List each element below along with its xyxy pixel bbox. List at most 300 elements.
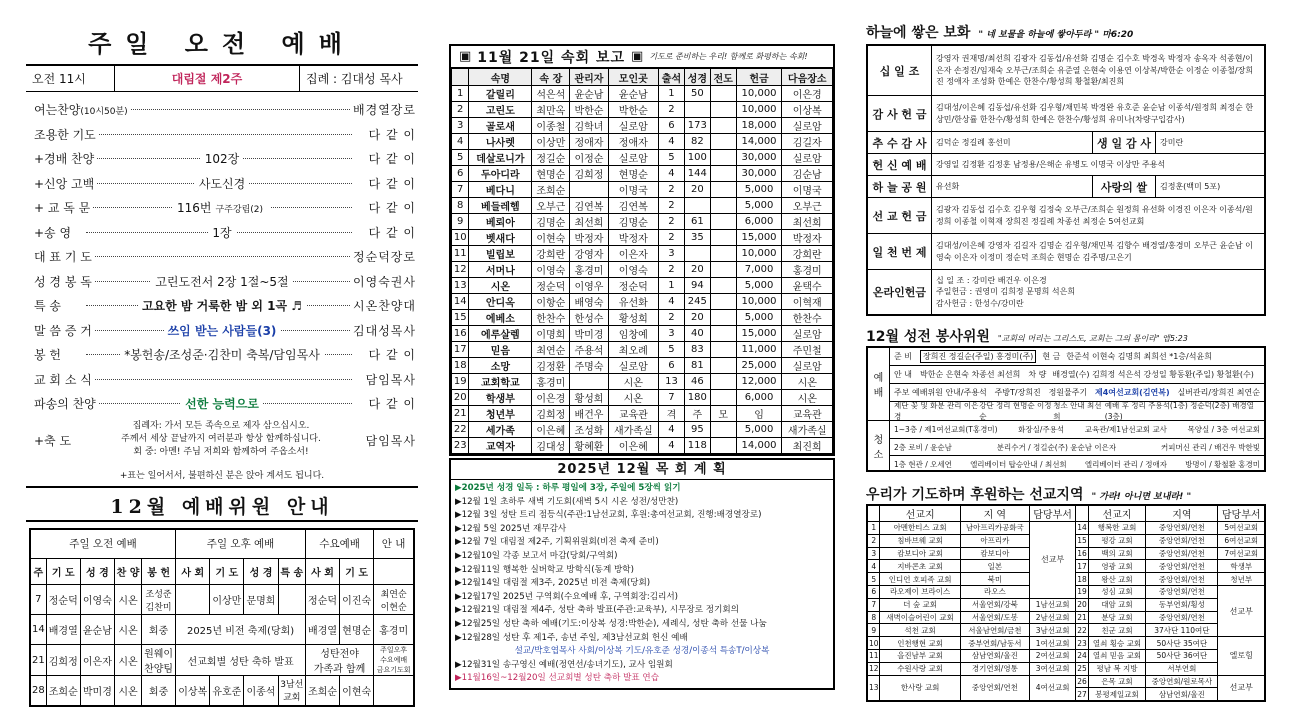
meeting-cell <box>710 294 736 310</box>
duty-group-header: 안 내 <box>374 529 414 559</box>
meeting-cell: 이은경 <box>532 390 570 406</box>
meeting-header-cell <box>452 69 469 86</box>
meeting-cell: 245 <box>684 294 710 310</box>
plan-item: ▶12월 7일 대림절 제2주, 기획위원회(비전 축제 준비) <box>455 537 659 548</box>
order-label: +경배 찬양 <box>34 152 95 166</box>
order-person: 다 같 이 <box>368 176 416 191</box>
volunteer-verse: "교회의 머리는 그리스도, 교회는 그의 몸이라" 엡5:23 <box>997 334 1188 343</box>
meeting-cell <box>710 86 736 102</box>
meeting-cell: 1 <box>452 86 469 102</box>
mission-cell: 15 <box>1077 536 1087 546</box>
mission-cell: 중앙연회/연천 <box>1146 547 1218 560</box>
meeting-cell: 윤순남 <box>608 86 658 102</box>
meeting-cell: 11,000 <box>736 342 782 358</box>
order-person: 다 같 이 <box>368 397 416 411</box>
mission-dept: 엘로힘 <box>1218 637 1265 675</box>
meeting-cell: 83 <box>684 342 710 358</box>
meeting-cell: 2 <box>659 214 685 230</box>
meeting-cell: 교육관 <box>782 406 833 422</box>
meeting-cell: 김학녀 <box>570 118 608 134</box>
mission-cell: 새벽이슬어린이 교회 <box>880 611 960 624</box>
meeting-header-cell: 모인곳 <box>608 69 658 86</box>
meeting-cell: 2 <box>659 102 685 118</box>
mission-cell: 한사랑 교회 <box>880 675 960 701</box>
mission-cell: 19 <box>1077 587 1087 597</box>
mission-header-cell: 담당부서 <box>1029 505 1075 522</box>
standing-note: +표는 일어서서, 불편하신 분은 앉아 계셔도 됩니다. <box>119 470 325 481</box>
mission-cell: 18 <box>1077 574 1087 584</box>
mission-row <box>867 637 1265 650</box>
meeting-cell <box>710 118 736 134</box>
meeting-cell: 6 <box>452 166 469 182</box>
meeting-row <box>452 294 833 310</box>
order-label: 특 송 <box>34 299 61 313</box>
duty-cell: 회중 <box>142 676 176 706</box>
mission-header-cell <box>867 505 880 522</box>
mission-cell: 영광 교회 <box>1088 560 1146 573</box>
meeting-cell: 이명국 <box>608 182 658 198</box>
meeting-cell: 20 <box>684 262 710 278</box>
duty-cell: 김희정 <box>46 645 80 676</box>
meeting-cell: 두아디라 <box>469 166 532 182</box>
plan-item: ▶12월17일 2025년 구역회(수요예배 후, 구역회장:김리서) <box>455 591 679 602</box>
order-content-sub: 구주강림(2) <box>211 205 267 215</box>
order-person: 김대성목사 <box>353 323 416 338</box>
duty-cell: 이상만 <box>210 585 244 615</box>
mission-cell: 17 <box>1077 561 1087 571</box>
duty-cell: 이진숙 <box>340 585 374 615</box>
order-person: 다 같 이 <box>368 348 416 362</box>
meeting-cell: 조성화 <box>570 422 608 438</box>
meeting-header-cell: 전도 <box>710 69 736 86</box>
order-content <box>26 150 418 167</box>
meeting-cell: 실로암 <box>782 326 833 342</box>
mission-cell: 12 <box>868 664 879 674</box>
offering-label: 추 수 감 사 <box>868 132 932 153</box>
service-theme: 대림절 제2주 <box>114 66 300 91</box>
mission-cell: 16 <box>1077 548 1087 558</box>
order-content-text: 116번 구주강림(2) <box>173 201 271 215</box>
mission-cell: 동부연회/횡성 <box>1146 598 1218 611</box>
offering-names: 김광자 김동섭 김수호 김우형 김정숙 오부근/조희순 원정희 유선화 이경진 이은자 이종석/원정희 이종철 이혁재 장희진 정길례 차종선 최정순 5여선교회 <box>936 205 1253 226</box>
offering-names: 강영일 김정환 김정훈 남정용/은해순 유병도 이명국 이상만 주용석 <box>936 159 1166 169</box>
mission-cell: 북미 <box>960 573 1029 586</box>
meeting-cell: 배영숙 <box>570 294 608 310</box>
meeting-cell: 실로암 <box>608 118 658 134</box>
treasure-title: 하늘에 쌓은 보화 <box>866 25 971 41</box>
meeting-cell: 2 <box>659 182 685 198</box>
mission-cell: 라오스 <box>960 585 1029 598</box>
duty-cell <box>278 585 305 615</box>
meeting-cell: 이영숙 <box>532 262 570 278</box>
duty-cell: 최연순 이현순 <box>374 585 414 615</box>
meeting-cell: 새가족실 <box>782 422 833 438</box>
offering-panel <box>866 0 1268 711</box>
mission-cell: 중부연회/남동서 <box>960 637 1029 650</box>
meeting-cell: 19 <box>452 374 469 390</box>
duty-col-header: 성 경 <box>80 559 114 585</box>
mission-cell: 성심 교회 <box>1088 585 1146 598</box>
meeting-row <box>452 150 833 166</box>
meeting-cell: 주 <box>684 406 710 422</box>
meeting-cell: 배건우 <box>570 406 608 422</box>
order-content-text: 선한 능력으로 <box>181 397 263 411</box>
order-content-text: 1장 <box>208 226 235 240</box>
mission-cell: 지바콘초 교회 <box>880 560 960 573</box>
mission-header-cell: 지 역 <box>960 505 1029 522</box>
mission-cell: 중앙연회/원로목사 <box>1146 675 1218 688</box>
offering-label: 십 일 조 <box>868 46 932 95</box>
order-content <box>26 199 418 216</box>
mission-cell: 캄보디아 <box>960 547 1029 560</box>
meeting-cell <box>710 278 736 294</box>
plan-item: ▶12월10일 각종 보고서 마감(당회/구역회) <box>455 550 618 561</box>
meeting-cell: 6 <box>659 118 685 134</box>
meeting-row <box>452 166 833 182</box>
meeting-cell <box>710 214 736 230</box>
duty-cell-span: 선교회별 성탄 축하 발표 <box>176 645 306 676</box>
meeting-cell: 황성희 <box>570 390 608 406</box>
offering-row <box>868 46 1264 96</box>
meeting-cell: 3 <box>452 118 469 134</box>
mission-cell: 21 <box>1077 612 1087 622</box>
mission-cell: 봉평제일교회 <box>1088 688 1146 701</box>
meeting-cell: 173 <box>684 118 710 134</box>
meeting-cell: 20 <box>452 390 469 406</box>
meeting-row <box>452 198 833 214</box>
mission-cell: 9 <box>867 624 880 637</box>
offering-label: 하 늘 공 원 <box>868 176 932 197</box>
service-leader: 집례 : 김대성 목사 <box>306 72 403 86</box>
meeting-cell: 95 <box>684 422 710 438</box>
order-person: 배경열장로 <box>353 103 416 117</box>
duty-col-header: 사 회 <box>176 559 210 585</box>
meeting-cell: 81 <box>684 358 710 374</box>
mission-cell: 인천행현 교회 <box>880 637 960 650</box>
offering-names: 김정훈(백미 5포) <box>1160 182 1221 191</box>
mission-cell: 27 <box>1076 688 1088 701</box>
meeting-cell: 15,000 <box>736 230 782 246</box>
meeting-cell: 주명숙 <box>570 358 608 374</box>
meeting-cell: 5 <box>659 342 685 358</box>
plan-title: 2025년 12월 목 회 계 획 <box>451 460 833 480</box>
meeting-cell: 30,000 <box>736 166 782 182</box>
meeting-cell: 임 <box>736 406 782 422</box>
meeting-cell: 실로암 <box>782 150 833 166</box>
meeting-cell <box>710 102 736 118</box>
meeting-cell: 1 <box>659 278 685 294</box>
order-label: 말 씀 증 거 <box>34 323 92 338</box>
order-person: 다 같 이 <box>368 225 416 240</box>
order-person: 이영숙권사 <box>353 274 416 289</box>
duty-cell: 이은자 <box>80 645 114 676</box>
mission-cell: 중앙연회/연천 <box>1146 534 1218 547</box>
mission-cell: 중앙연회/연천 <box>1146 573 1218 586</box>
mission-cell: 백의 교회 <box>1088 547 1146 560</box>
offering-names: 십 일 조 : 강미란 배건우 이은경 주일헌금 : 권영미 김희정 문명희 석은희 감사헌금 : 한성수/강미란 <box>936 275 1076 308</box>
duty-col-header: 기 도 <box>46 559 80 585</box>
mission-cell: 열쇠 믿음 교회 <box>1088 649 1146 662</box>
meeting-cell: 홍경미 <box>782 262 833 278</box>
meeting-cell: 김명순 <box>532 214 570 230</box>
mission-motto: " 가라! 아니면 보내라! " <box>1091 492 1192 502</box>
meeting-cell: 석은석 <box>532 86 570 102</box>
meeting-cell <box>570 374 608 390</box>
report-panel <box>449 0 835 711</box>
meeting-cell: 황혜환 <box>570 438 608 454</box>
order-label: 교 회 소 식 <box>34 372 92 387</box>
duty-cell: 유호준 <box>210 676 244 706</box>
meeting-row <box>452 358 833 374</box>
mission-cell: 8 <box>867 611 880 624</box>
offering-label: 온라인헌금 <box>868 270 932 314</box>
meeting-header-cell: 다음장소 <box>782 69 833 86</box>
sunday-title: 주일 오전 예배 <box>88 29 356 58</box>
meeting-cell: 김순남 <box>782 166 833 182</box>
meeting-cell: 이정순 <box>570 150 608 166</box>
meeting-cell: 박정자 <box>608 230 658 246</box>
meeting-cell: 14,000 <box>736 438 782 454</box>
mission-cell: 서울남연회/금천 <box>960 624 1029 637</box>
duty-cell: 이상복 <box>176 676 210 706</box>
duty-row <box>30 676 414 706</box>
mission-row <box>867 522 1265 535</box>
meeting-cell: 4 <box>659 294 685 310</box>
meeting-cell: 6,000 <box>736 390 782 406</box>
meeting-cell: 12,000 <box>736 374 782 390</box>
duty-cell <box>176 585 210 615</box>
duty-cell-span: 2025년 비전 축제(당회) <box>176 615 306 645</box>
meeting-cell <box>710 310 736 326</box>
meeting-cell: 8 <box>452 198 469 214</box>
meeting-cell: 118 <box>684 438 710 454</box>
plan-item: ▶12월28일 성탄 후 제1주, 송년 주일, 제3남선교회 헌신 예배 <box>455 632 688 643</box>
meeting-cell: 유선화 <box>608 294 658 310</box>
mission-header-cell: 선교지 <box>880 505 960 522</box>
mission-cell: 6 <box>867 585 880 598</box>
meeting-cell: 믿음 <box>469 342 532 358</box>
meeting-cell: 한찬수 <box>782 310 833 326</box>
meeting-cell: 13 <box>659 374 685 390</box>
meeting-cell <box>570 182 608 198</box>
meeting-cell: 김정환 <box>532 358 570 374</box>
meeting-header-cell: 관리자 <box>570 69 608 86</box>
mission-dept: 5여선교회 <box>1218 522 1265 535</box>
meeting-cell <box>710 390 736 406</box>
meeting-cell <box>710 150 736 166</box>
mission-dept: 3남선교회 <box>1029 624 1075 637</box>
mission-title: 우리가 기도하며 후원하는 선교지역 <box>866 487 1084 503</box>
meeting-cell: 최선희 <box>570 214 608 230</box>
order-item <box>26 391 418 416</box>
meeting-cell: 오부근 <box>532 198 570 214</box>
mission-cell: 14 <box>1077 523 1087 533</box>
meeting-row <box>452 278 833 294</box>
order-content <box>26 175 418 192</box>
mission-dept: 선교부 <box>1218 675 1265 701</box>
meeting-cell: 에베소 <box>469 310 532 326</box>
meeting-cell: 5,000 <box>736 310 782 326</box>
meeting-cell: 22 <box>452 422 469 438</box>
mission-cell: 평남 복 지방 <box>1088 662 1146 675</box>
meeting-cell: 10,000 <box>736 246 782 262</box>
meeting-cell: 시온 <box>608 390 658 406</box>
order-label: 여는찬양(10시50분) <box>34 103 128 117</box>
meeting-row <box>452 406 833 422</box>
meeting-row <box>452 262 833 278</box>
meeting-cell: 새가족실 <box>608 422 658 438</box>
duty-col-header: 사 회 <box>305 559 339 585</box>
meeting-cell: 13 <box>452 278 469 294</box>
mission-cell: 13 <box>867 675 880 701</box>
plan-item: ▶2025년 성경 일독 : 하루 평일에 3장, 주일에 5장씩 읽기 <box>455 483 681 493</box>
meeting-cell: 정순덕 <box>532 278 570 294</box>
meeting-cell: 이은경 <box>782 86 833 102</box>
duty-group-header: 주일 오전 예배 <box>30 529 176 559</box>
mission-cell: 라오제이 브라이스 <box>880 585 960 598</box>
meeting-cell: 20 <box>684 310 710 326</box>
meeting-cell: 최만옥 <box>532 102 570 118</box>
duty-group-header: 주일 오후 예배 <box>176 529 306 559</box>
mission-cell: 26 <box>1077 676 1087 686</box>
mission-cell: 서울연회/강북 <box>960 598 1029 611</box>
meeting-cell: 정애자 <box>608 134 658 150</box>
duty-col-header: 봉 헌 <box>142 559 176 585</box>
plan-item: ▶12월14일 대림절 제3주, 2025년 비전 축제(당회) <box>455 578 651 589</box>
offering-label: 생 일 감 사 <box>1092 132 1156 153</box>
duty-col-header: 특 송 <box>278 559 305 585</box>
meeting-cell: 21 <box>452 406 469 422</box>
order-item <box>26 146 418 171</box>
meeting-cell: 강희란 <box>782 246 833 262</box>
plan-item: ▶11월16일~12월20일 선교회별 성탄 축하 발표 연습 <box>455 673 660 684</box>
meeting-row <box>452 438 833 454</box>
plan-item: ▶12월 5일 2025년 재무감사 <box>455 523 567 534</box>
offering-row <box>868 176 1264 198</box>
order-label: +신앙 고백 <box>34 176 95 191</box>
meeting-cell: 16 <box>452 326 469 342</box>
meeting-report-box <box>449 44 835 456</box>
meeting-cell: 베다니 <box>469 182 532 198</box>
meeting-cell: 10,000 <box>736 102 782 118</box>
mission-cell: 행복한 교회 <box>1088 522 1146 535</box>
duty-cell: 배경열 <box>305 615 339 645</box>
mission-cell: 7 <box>867 598 880 611</box>
plan-item: ▶12월11일 행복한 실버학교 방학식(동계 방학) <box>455 564 634 575</box>
meeting-cell: 교육관 <box>608 406 658 422</box>
order-content-text: 고요한 밤 거룩한 밤 외 1곡 ♬ <box>138 299 306 313</box>
meeting-cell <box>710 182 736 198</box>
meeting-cell: 20 <box>684 182 710 198</box>
mission-row <box>867 611 1265 624</box>
duty-row <box>30 615 414 645</box>
mission-cell: 삼남연회/울진 <box>1146 688 1218 701</box>
meeting-cell: 빌립보 <box>469 246 532 262</box>
mission-dept: 2남선교회 <box>1029 611 1075 624</box>
mission-dept: 2여선교회 <box>1029 649 1075 662</box>
mission-cell: 50사단 36여단 <box>1146 649 1218 662</box>
meeting-cell: 5,000 <box>736 278 782 294</box>
duty-cell: 28 <box>30 676 46 706</box>
order-label: 파송의 찬양 <box>34 397 96 411</box>
meeting-cell: 김연복 <box>608 198 658 214</box>
offering-names: 강영자 권재명/최선희 김광자 김동섭/유선화 김명순 김수호 박경옥 박정자 송옥자 석종현/이은자 손정진/임재숙 오부근/조희순 유준열 은현숙 이용연 이상복/박한순 이정순 이종철/장희진 정애자 조성화 한예은 한찬수/황성희 황철환/최진희 <box>936 54 1254 87</box>
order-content <box>26 395 418 412</box>
meeting-cell: 김길자 <box>782 134 833 150</box>
order-person: 다 같 이 <box>368 201 416 215</box>
duty-cell: 정순덕 <box>305 585 339 615</box>
meeting-cell <box>710 246 736 262</box>
order-sublabel: (10시50분) <box>80 107 128 117</box>
order-item <box>26 195 418 220</box>
order-label: 조용한 기도 <box>34 127 96 142</box>
meeting-cell: 조희순 <box>532 182 570 198</box>
order-of-service <box>26 97 418 416</box>
duty-cell: 14 <box>30 615 46 645</box>
meeting-cell: 안디옥 <box>469 294 532 310</box>
order-person: 담임목사 <box>365 372 416 387</box>
mission-cell: 남아프리카공화국 <box>960 522 1029 535</box>
meeting-cell: 학생부 <box>469 390 532 406</box>
meeting-cell: 23 <box>452 438 469 454</box>
offering-row <box>868 154 1264 176</box>
duty-cell: 정순덕 <box>46 585 80 615</box>
duty-cell: 조희순 <box>46 676 80 706</box>
mission-cell: 중앙연회/연천 <box>1146 522 1218 535</box>
meeting-cell <box>710 262 736 278</box>
meeting-cell: 현명순 <box>532 166 570 182</box>
mission-cell: 은목 교회 <box>1088 675 1146 688</box>
meeting-cell <box>710 358 736 374</box>
mission-dept: 1여선교회 <box>1029 637 1075 650</box>
order-label: 성 경 봉 독 <box>34 274 92 289</box>
meeting-cell: 교회학교 <box>469 374 532 390</box>
meeting-cell: 이영우 <box>570 278 608 294</box>
meeting-cell: 35 <box>684 230 710 246</box>
mission-cell: 22 <box>1077 625 1087 635</box>
meeting-cell: 18,000 <box>736 118 782 134</box>
order-item <box>26 220 418 245</box>
offering-names: 김덕순 정길례 홍선미 <box>936 137 1011 147</box>
meeting-row <box>452 230 833 246</box>
blessing-line: 회 중: 아멘! 주님 저희와 함께하여 주옵소서! <box>133 446 309 457</box>
mission-cell: 3 <box>867 547 880 560</box>
order-person: 다 같 이 <box>368 152 416 166</box>
meeting-cell: 10,000 <box>736 86 782 102</box>
duty-col-header: 성 경 <box>244 559 278 585</box>
duty-cell: 21 <box>30 645 46 676</box>
meeting-title: 11월 21일 속회 보고 <box>477 49 626 66</box>
meeting-cell: 박한순 <box>608 102 658 118</box>
mission-cell: 11 <box>868 651 879 661</box>
mission-header-cell <box>1076 505 1088 522</box>
order-person: 정순덕장로 <box>353 250 416 264</box>
duty-title: 12월 예배위원 안내 <box>110 495 334 518</box>
worship-label: 예 배 <box>868 348 889 421</box>
blessing-line: 주께서 세상 끝날까지 여러분과 항상 함께하십니다. <box>121 433 321 444</box>
meeting-row <box>452 342 833 358</box>
meeting-cell <box>710 438 736 454</box>
meeting-cell <box>684 198 710 214</box>
meeting-row <box>452 214 833 230</box>
plan-item: ▶12월21일 대림절 제4주, 성탄 축하 발표(주관:교육부), 시무장로 정기회의 <box>455 605 739 616</box>
meeting-cell: 김희정 <box>570 166 608 182</box>
meeting-row <box>452 246 833 262</box>
duty-cell: 원웨이 찬양팀 <box>142 645 176 676</box>
volunteer-table: 예 배 청 소 준 비 장희진 정길순(주일) 홍경미(주) 현 금 한준석 이현숙 김명희 최희선 *1층/석윤희 안 내 박한순 은현숙 차종선 최선희 차 량 배경열(수) 김희정 석은석 강성일 황동환(주일) 황철환(수) 주보 예배위원 안내/주용석 주방T/장희진 정원물주기 제4여선교회(김연복) 실버관리/장희진 최연순 제단 꽃 및 화분 관리 이은경 강단 정리 현명순 이정순 청소 안내 최선희 예배 후 정리 주용석(1층) 정순덕(2층) 배경열(3층) 1~3층 / 제1여선교회(T홍경미) 화장실/주용석 교육관/제1남선교회 교사 목양실 / 3층 여선교회 2층 로비 / 윤순남 분리수거 / 정길순(주) 윤순남 이은자 커피머신 관리 / 배건우 박한빛 1층 현관 / 오세연 엘리베이터 탑승안내 / 최선희 엘리베이터 관리 / 정애자 방명이 / 황철환 홍경미 <box>866 346 1266 472</box>
duty-cell: 윤순남 <box>80 615 114 645</box>
meeting-cell: 14 <box>452 294 469 310</box>
